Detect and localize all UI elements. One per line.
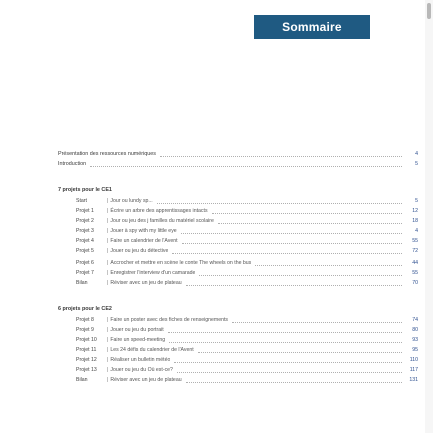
leader-dots	[186, 281, 402, 286]
project-title: Réviser avec un jeu de plateau	[110, 377, 182, 383]
project-title: Réviser avec un jeu de plateau	[110, 280, 182, 286]
project-title: Les 24 défis du calendrier de l'Avent	[110, 347, 194, 353]
project-label: Projet 2	[76, 218, 94, 224]
project-label: Projet 11	[76, 347, 97, 353]
vertical-scrollbar[interactable]	[425, 0, 433, 433]
leader-dots	[218, 219, 402, 224]
leader-dots	[160, 152, 402, 157]
toc-page-number: 117	[409, 367, 418, 373]
toc-page-number: 4	[415, 151, 418, 157]
page-title: Sommaire	[282, 20, 342, 34]
leader-dots	[168, 328, 402, 333]
scrollbar-thumb[interactable]	[427, 3, 431, 19]
toc-entry[interactable]: Projet 11 | Les 24 défis du calendrier de l'Avent 95	[76, 347, 418, 353]
leader-dots	[172, 249, 402, 254]
toc-page-number: 18	[412, 218, 418, 224]
project-label: Projet 10	[76, 337, 97, 343]
toc-entry-resources[interactable]	[58, 150, 418, 159]
leader-dots	[169, 338, 402, 343]
toc-page-number: 74	[412, 317, 418, 323]
toc-entry[interactable]: Projet 13 | Jouer ou jeu du Où est-ce? 117	[76, 367, 418, 373]
toc-page-number: 131	[409, 377, 418, 383]
toc-page-number: 4	[415, 228, 418, 234]
toc-page-number: 93	[412, 337, 418, 343]
leader-dots	[177, 368, 402, 373]
toc-entry-introduction[interactable]	[58, 160, 418, 169]
project-label: Projet 4	[76, 238, 94, 244]
toc-page-number: 72	[412, 248, 418, 254]
project-label: Projet 7	[76, 270, 94, 276]
project-title: Enregistrer l'interview d'un camarade	[110, 270, 196, 276]
summary-banner	[254, 15, 370, 39]
toc-entry[interactable]: Projet 10 | Faire un speed-meeting 93	[76, 337, 418, 343]
project-title: Jouer ou jeu du Où est-ce?	[110, 367, 173, 373]
toc-page-number: 80	[412, 327, 418, 333]
section-title-ce1: 7 projets pour le CE1	[58, 187, 112, 193]
toc-entry[interactable]: Projet 1 | Écrire un arbre des apprentissages intacts 12	[76, 208, 418, 214]
toc-entry[interactable]: Projet 7 | Enregistrer l'interview d'un camarade 55	[76, 270, 418, 276]
toc-entry[interactable]: Projet 4 | Faire un calendrier de l'Avent 55	[76, 238, 418, 244]
toc-entry[interactable]: Bilan | Réviser avec un jeu de plateau 70	[76, 280, 418, 286]
leader-dots	[181, 229, 402, 234]
toc-page-number: 70	[412, 280, 418, 286]
project-title: Faire un poster avec des fiches de renseignements	[110, 317, 229, 323]
project-label: Projet 1	[76, 208, 94, 214]
toc-entry[interactable]: Bilan | Réviser avec un jeu de plateau 131	[76, 377, 418, 383]
toc-entry[interactable]: Projet 8 | Faire un poster avec des fiches de renseignements 74	[76, 317, 418, 323]
project-label: Bilan	[76, 280, 88, 286]
toc-page-number: 5	[415, 198, 418, 204]
project-label: Projet 5	[76, 248, 94, 254]
project-title: Écrire un arbre des apprentissages intacts	[110, 208, 208, 214]
toc-entry-label: Présentation des ressources numériques	[58, 151, 156, 157]
project-title: Jouer à spy with my little eye	[110, 228, 177, 234]
toc-page-number: 95	[412, 347, 418, 353]
project-title: Jouer ou jeu du détective	[110, 248, 169, 254]
project-title: Faire un calendrier de l'Avent	[110, 238, 178, 244]
leader-dots	[182, 239, 402, 244]
project-title: Jour ou jeu des j familles du matériel scolaire	[110, 218, 214, 224]
project-label: Projet 12	[76, 357, 97, 363]
section-title-ce2: 6 projets pour le CE2	[58, 306, 112, 312]
project-label: Projet 6	[76, 260, 94, 266]
project-label: Projet 3	[76, 228, 94, 234]
leader-dots	[90, 162, 402, 167]
leader-dots	[255, 261, 402, 266]
leader-dots	[157, 199, 402, 204]
toc-entry[interactable]: Projet 12 | Réaliser un bulletin météo 110	[76, 357, 418, 363]
project-label: Bilan	[76, 377, 88, 383]
project-title: Accrocher et mettre en scène le conte The wheels on the bus	[110, 260, 252, 266]
toc-page-number: 110	[409, 357, 418, 363]
toc-page-number: 5	[415, 161, 418, 167]
project-label: Start	[76, 198, 87, 204]
leader-dots	[198, 348, 402, 353]
leader-dots	[186, 378, 402, 383]
leader-dots	[232, 318, 402, 323]
toc-entry[interactable]: Projet 2 | Jour ou jeu des j familles du matériel scolaire 18	[76, 218, 418, 224]
toc-entry[interactable]: Projet 6 | Accrocher et mettre en scène le conte The wheels on the bus 44	[76, 260, 418, 266]
project-title: Jour ou lundy sp...	[110, 198, 153, 204]
project-title: Réaliser un bulletin météo	[110, 357, 171, 363]
project-label: Projet 13	[76, 367, 97, 373]
toc-page-number: 55	[412, 238, 418, 244]
leader-dots	[199, 271, 402, 276]
project-title: Jouer ou jeu du portrait	[110, 327, 164, 333]
toc-page-number: 55	[412, 270, 418, 276]
project-label: Projet 8	[76, 317, 94, 323]
project-label: Projet 9	[76, 327, 94, 333]
toc-entry[interactable]: Start | Jour ou lundy sp... 5	[76, 198, 418, 204]
toc-page-number: 12	[412, 208, 418, 214]
project-title: Faire un speed-meeting	[110, 337, 166, 343]
toc-page-number: 44	[412, 260, 418, 266]
toc-entry[interactable]: Projet 5 | Jouer ou jeu du détective 72	[76, 248, 418, 254]
toc-entry[interactable]: Projet 9 | Jouer ou jeu du portrait 80	[76, 327, 418, 333]
toc-entry[interactable]: Projet 3 | Jouer à spy with my little eye 4	[76, 228, 418, 234]
leader-dots	[212, 209, 402, 214]
toc-entry-label: Introduction	[58, 161, 87, 167]
leader-dots	[174, 358, 402, 363]
